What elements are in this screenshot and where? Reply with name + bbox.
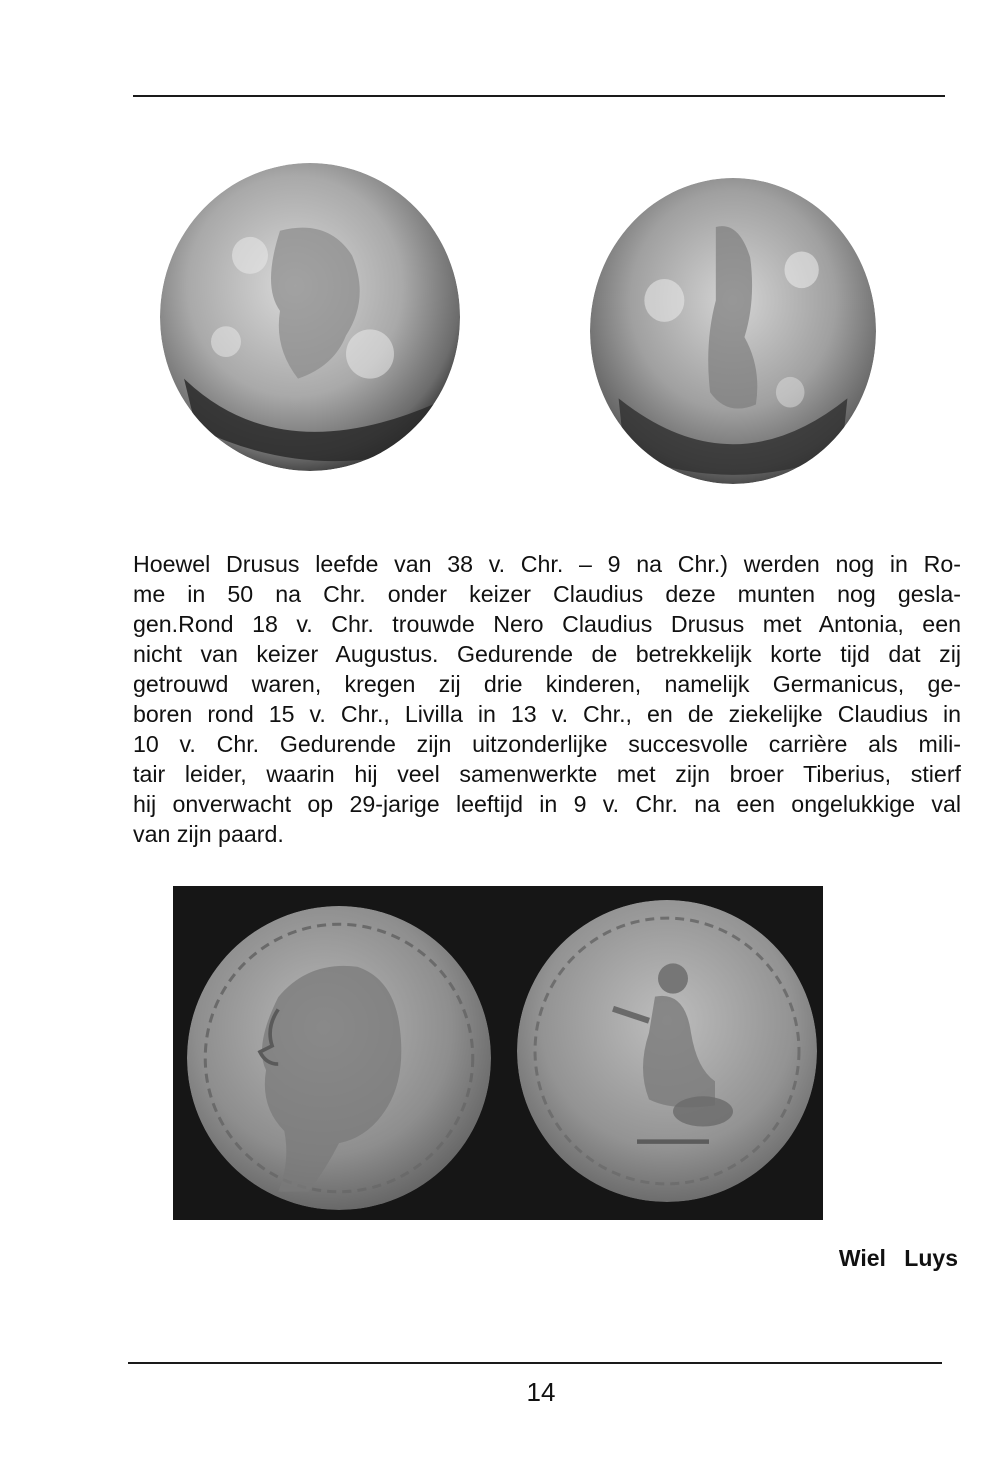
paragraph-line: boren rond 15 v. Chr., Livilla in 13 v. Chr., en de ziekelijke Claudius in bbox=[133, 701, 961, 727]
paragraph-line: me in 50 na Chr. onder keizer Claudius deze munten nog gesla- bbox=[133, 581, 961, 607]
article-paragraph bbox=[133, 549, 961, 849]
coin-obverse-photo bbox=[160, 163, 460, 471]
top-rule bbox=[133, 95, 945, 97]
page-number: 14 bbox=[526, 1377, 556, 1407]
paragraph-line: nicht van keizer Augustus. Gedurende de betrekkelijk korte tijd dat zij bbox=[133, 641, 961, 667]
coin-obverse-portrait bbox=[187, 906, 491, 1210]
coin-reverse-seated-figure bbox=[517, 900, 817, 1202]
paragraph-line: getrouwd waren, kregen zij drie kinderen, namelijk Germanicus, ge- bbox=[133, 671, 961, 697]
coin-pair-photo bbox=[173, 886, 823, 1220]
paragraph-line: 10 v. Chr. Gedurende zijn uitzonderlijke succesvolle carrière als mili- bbox=[133, 731, 961, 757]
paragraph-line: gen.Rond 18 v. Chr. trouwde Nero Claudius Drusus met Antonia, een bbox=[133, 611, 961, 637]
paragraph-line: tair leider, waarin hij veel samenwerkte met zijn broer Tiberius, stierf bbox=[133, 761, 961, 787]
author-name: Wiel Luys bbox=[838, 1245, 958, 1271]
coin-reverse-photo bbox=[590, 178, 876, 484]
paragraph-line: hij onverwacht op 29-jarige leeftijd in 9 v. Chr. na een ongelukkige val bbox=[133, 791, 961, 817]
bottom-rule bbox=[128, 1362, 942, 1364]
paragraph-line: van zijn paard. bbox=[133, 821, 284, 847]
paragraph-line: Hoewel Drusus leefde van 38 v. Chr. – 9 na Chr.) werden nog in Ro- bbox=[133, 551, 961, 577]
